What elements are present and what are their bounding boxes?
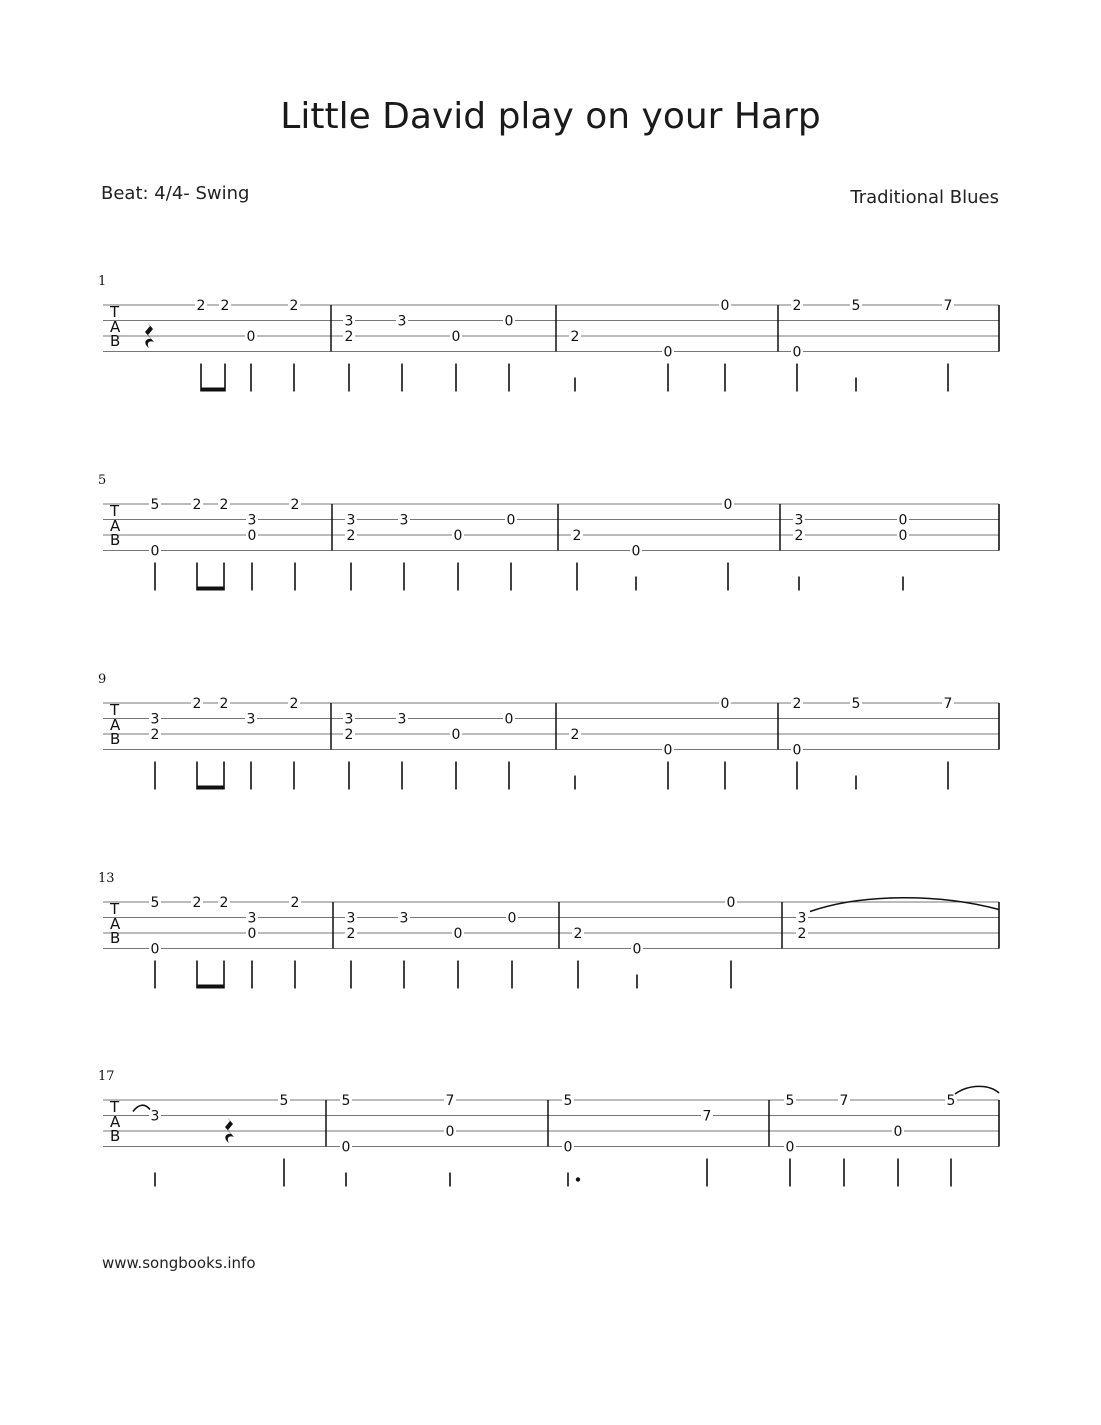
tab-clef-letter: B (110, 730, 121, 748)
fret-number: 2 (792, 298, 802, 314)
fret-number: 2 (289, 696, 299, 712)
fret-number: 2 (289, 298, 299, 314)
fret-number: 2 (573, 926, 583, 942)
fret-number: 0 (247, 926, 257, 942)
tab-clef-letter: T (110, 502, 120, 520)
tab-clef-letter: A (110, 915, 121, 933)
fret-number: 0 (563, 1139, 573, 1156)
measure-number: 5 (98, 473, 107, 488)
fret-number: 5 (563, 1093, 573, 1109)
fret-number: 0 (663, 344, 673, 361)
fret-number: 5 (150, 497, 160, 513)
tab-clef-letter: A (110, 716, 121, 734)
fret-number: 2 (344, 329, 354, 345)
fret-number: 2 (192, 696, 202, 712)
tab-clef-letter: T (110, 900, 120, 918)
fret-number: 2 (346, 926, 356, 942)
song-title: Little David play on your Harp (280, 96, 821, 137)
fret-number: 0 (453, 926, 463, 942)
fret-number: 2 (219, 497, 229, 513)
tab-clef-letter: T (110, 1098, 120, 1116)
tab-system (98, 1069, 999, 1187)
fret-number: 5 (279, 1093, 289, 1109)
measure-number: 13 (98, 871, 115, 886)
tab-clef-letter: B (110, 1127, 121, 1145)
eighth-beam (201, 388, 225, 392)
fret-number: 2 (346, 528, 356, 544)
fret-number: 5 (150, 895, 160, 911)
dotted-rhythm (576, 1177, 580, 1181)
tab-system (98, 672, 999, 790)
fret-number: 0 (631, 543, 641, 560)
fret-number: 0 (723, 497, 733, 513)
tab-system (98, 473, 999, 591)
fret-number: 0 (341, 1139, 351, 1156)
fret-number: 3 (247, 512, 257, 529)
fret-number: 7 (445, 1093, 455, 1109)
beat-info: Beat: 4/4- Swing (101, 183, 250, 204)
quarter-rest (225, 1117, 234, 1143)
fret-number: 0 (150, 941, 160, 958)
tab-clef-letter: A (110, 318, 121, 336)
fret-number: 0 (893, 1124, 903, 1140)
tab-system (98, 871, 999, 989)
tab-clef-letter: T (110, 701, 120, 719)
fret-number: 2 (797, 926, 807, 942)
tab-clef-letter: B (110, 332, 121, 350)
fret-number: 7 (943, 696, 953, 712)
fret-number: 2 (192, 895, 202, 911)
fret-number: 3 (346, 512, 356, 529)
fret-number: 0 (247, 528, 257, 544)
fret-number: 2 (572, 528, 582, 544)
fret-number: 0 (898, 528, 908, 544)
fret-number: 2 (792, 696, 802, 712)
tie-arc-in (133, 1105, 150, 1111)
fret-number: 2 (150, 727, 160, 743)
fret-number: 5 (946, 1093, 956, 1109)
fret-number: 0 (785, 1139, 795, 1156)
fret-number: 3 (346, 910, 356, 927)
fret-number: 0 (150, 543, 160, 560)
fret-number: 0 (451, 727, 461, 743)
fret-number: 3 (397, 313, 407, 330)
fret-number: 0 (720, 696, 730, 712)
fret-number: 5 (785, 1093, 795, 1109)
fret-number: 3 (150, 711, 160, 728)
fret-number: 0 (792, 742, 802, 759)
fret-number: 2 (219, 895, 229, 911)
tab-clef-letter: B (110, 929, 121, 947)
tab-system (98, 274, 999, 392)
fret-number: 0 (246, 329, 256, 345)
fret-number: 2 (220, 298, 230, 314)
fret-number: 0 (720, 298, 730, 314)
fret-number: 0 (663, 742, 673, 759)
fret-number: 5 (851, 696, 861, 712)
fret-number: 3 (247, 910, 257, 927)
measure-number: 1 (98, 274, 107, 289)
fret-number: 2 (219, 696, 229, 712)
measure-number: 9 (98, 672, 107, 687)
fret-number: 2 (570, 727, 580, 743)
fret-number: 2 (290, 497, 300, 513)
quarter-rest (145, 322, 154, 348)
fret-number: 5 (851, 298, 861, 314)
fret-number: 2 (192, 497, 202, 513)
fret-number: 0 (632, 941, 642, 958)
fret-number: 0 (792, 344, 802, 361)
fret-number: 2 (570, 329, 580, 345)
fret-number: 3 (150, 1108, 160, 1125)
fret-number: 7 (943, 298, 953, 314)
fret-number: 0 (445, 1124, 455, 1140)
fret-number: 5 (341, 1093, 351, 1109)
tie-arc (810, 898, 999, 912)
fret-number: 0 (898, 512, 908, 529)
fret-number: 0 (507, 910, 517, 927)
fret-number: 3 (344, 711, 354, 728)
fret-number: 0 (504, 711, 514, 728)
fret-number: 0 (451, 329, 461, 345)
eighth-beam (197, 587, 224, 591)
footer-website: www.songbooks.info (102, 1254, 256, 1272)
tab-clef-letter: A (110, 517, 121, 535)
fret-number: 2 (290, 895, 300, 911)
eighth-beam (197, 985, 224, 989)
composer-credit: Traditional Blues (850, 187, 999, 208)
fret-number: 7 (839, 1093, 849, 1109)
fret-number: 2 (344, 727, 354, 743)
fret-number: 3 (794, 512, 804, 529)
tab-clef-letter: B (110, 531, 121, 549)
fret-number: 3 (399, 910, 409, 927)
fret-number: 2 (794, 528, 804, 544)
fret-number: 3 (797, 910, 807, 927)
fret-number: 3 (397, 711, 407, 728)
fret-number: 3 (246, 711, 256, 728)
measure-number: 17 (98, 1069, 115, 1084)
fret-number: 3 (399, 512, 409, 529)
fret-number: 0 (726, 895, 736, 911)
fret-number: 0 (506, 512, 516, 529)
fret-number: 0 (453, 528, 463, 544)
fret-number: 3 (344, 313, 354, 330)
eighth-beam (197, 786, 224, 790)
fret-number: 2 (196, 298, 206, 314)
tie-arc (955, 1086, 999, 1094)
tab-clef-letter: T (110, 303, 120, 321)
fret-number: 7 (702, 1108, 712, 1125)
fret-number: 0 (504, 313, 514, 330)
tab-clef-letter: A (110, 1113, 121, 1131)
